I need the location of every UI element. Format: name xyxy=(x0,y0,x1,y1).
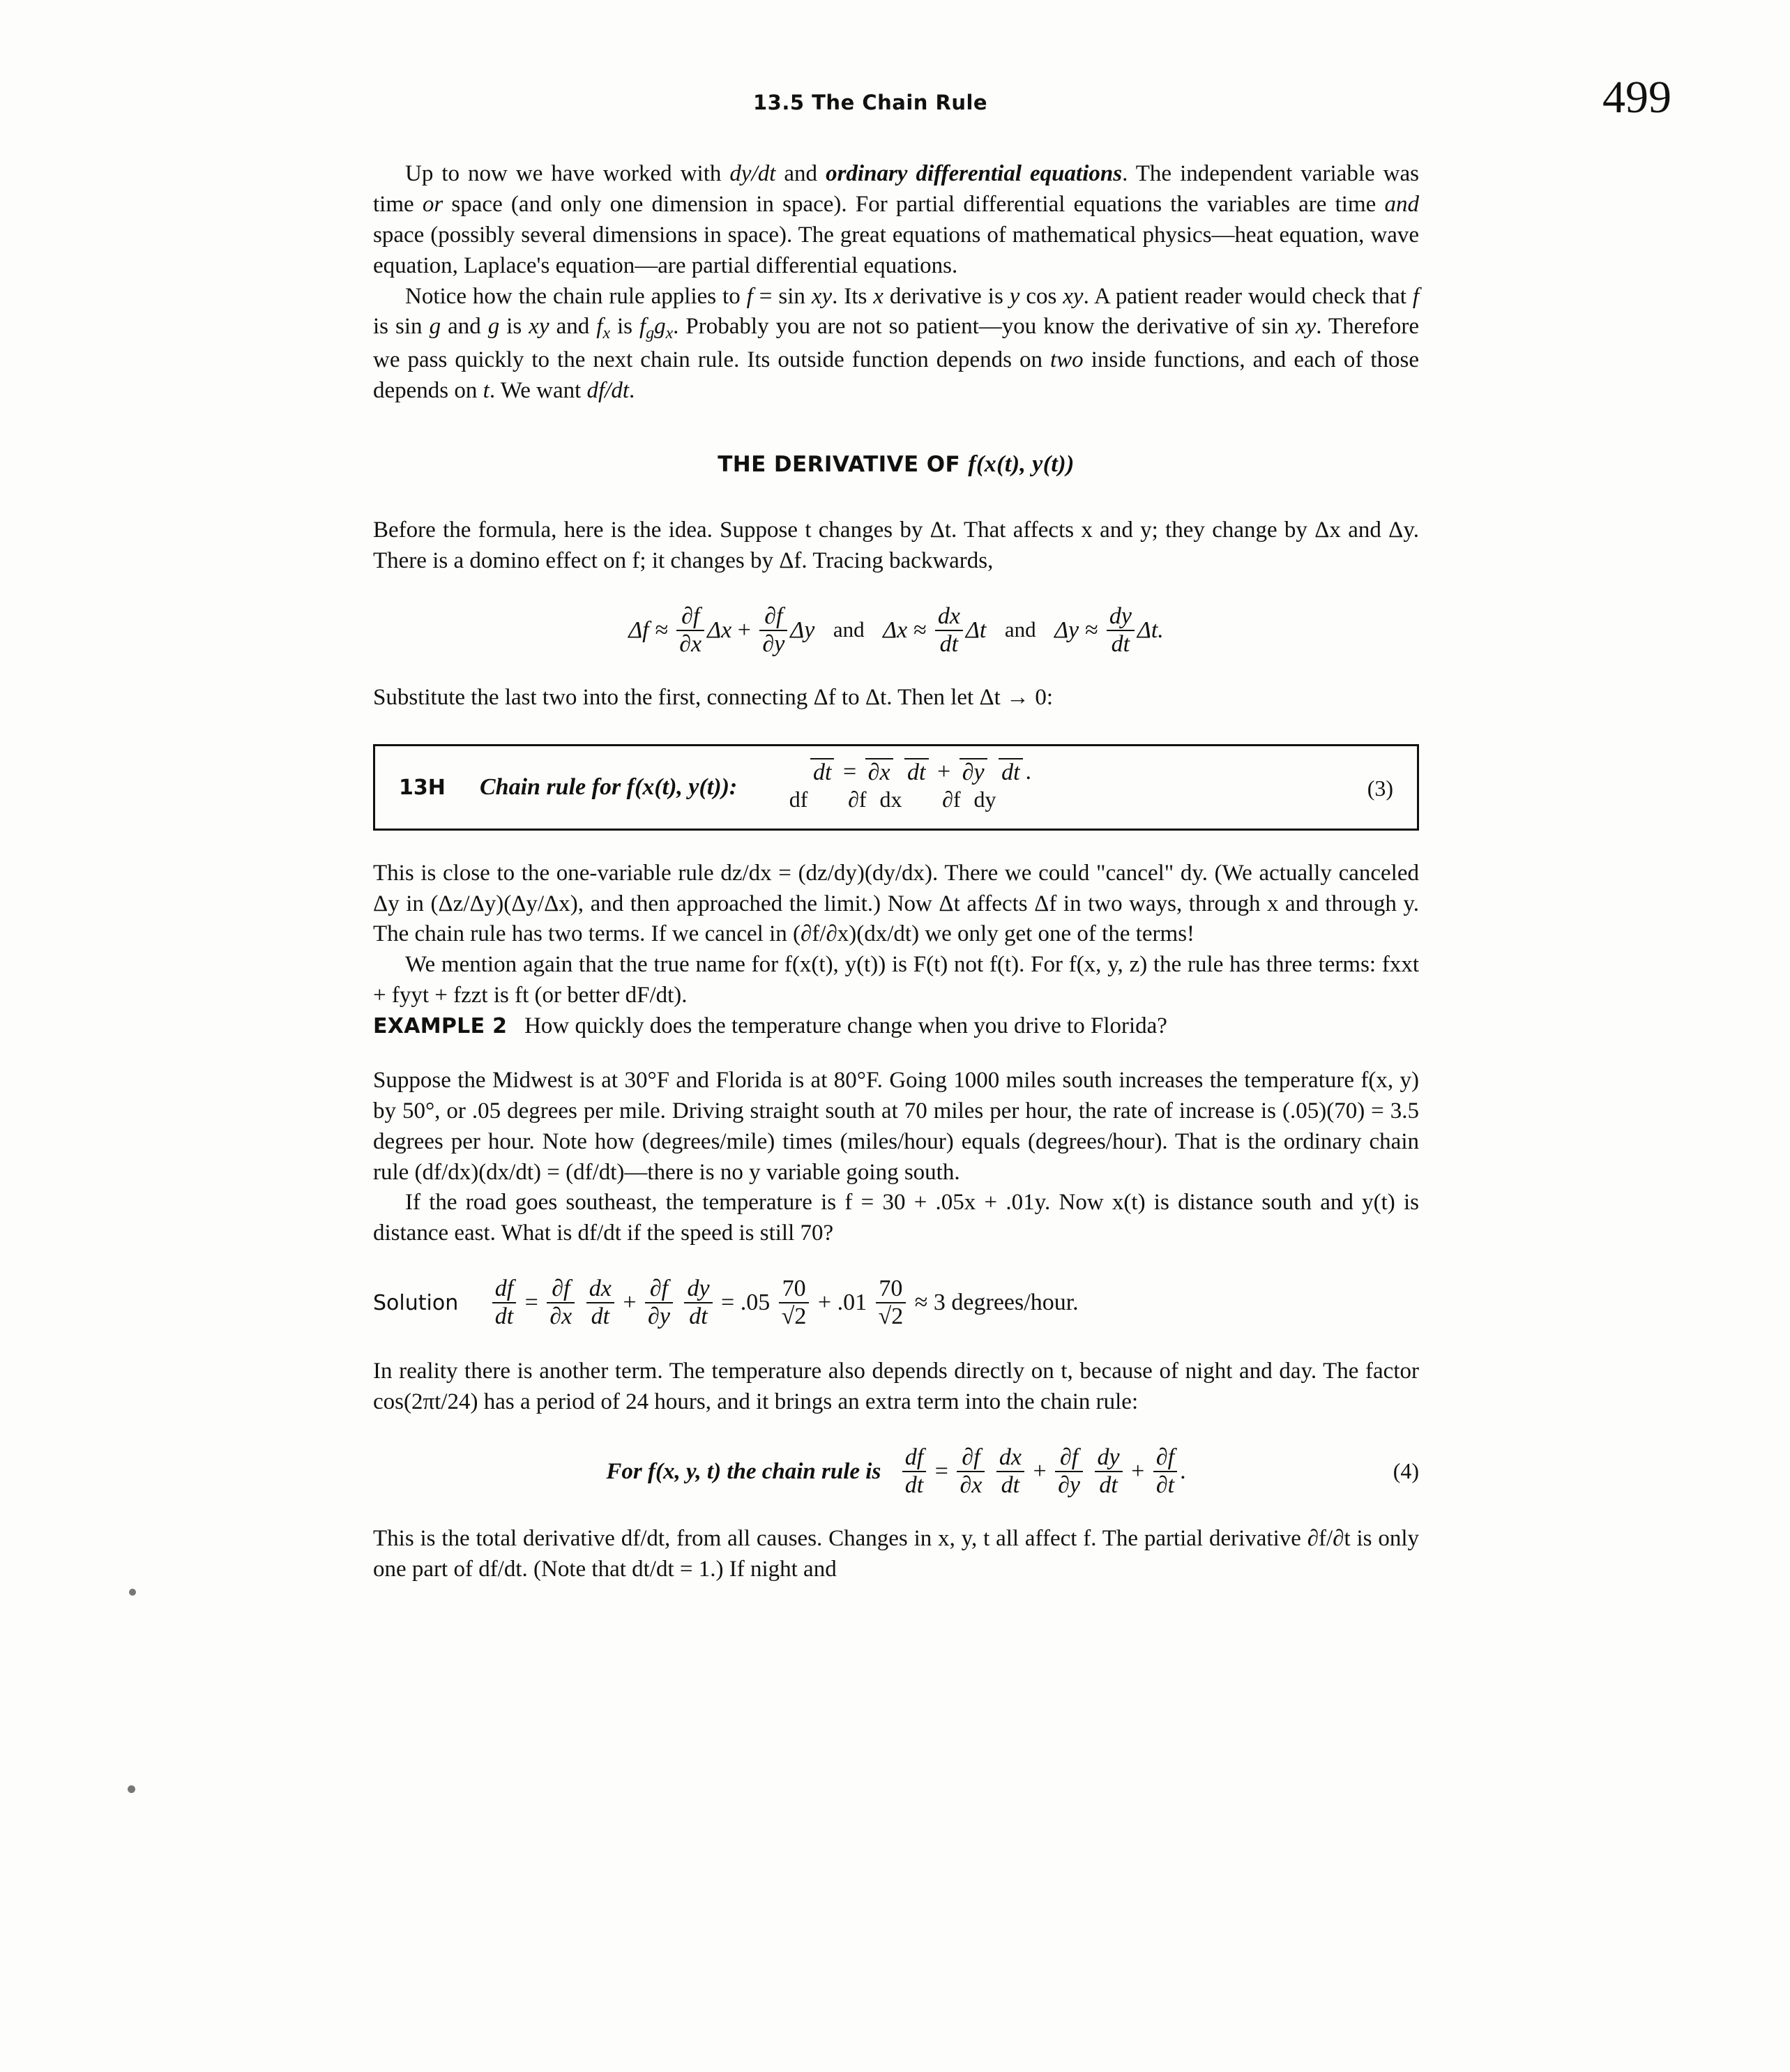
theorem-tag: 13H xyxy=(399,775,446,800)
text-run: ordinary differential equations xyxy=(826,161,1123,186)
equation-term: Δy xyxy=(790,617,815,643)
text-run: Up to now we have worked with xyxy=(405,161,730,186)
plus-sign: + xyxy=(817,1290,832,1315)
coefficient: .05 xyxy=(740,1290,771,1315)
text-run: x xyxy=(873,283,883,309)
paragraph-3: Before the formula, here is the idea. Suppose t changes by Δt. That affects x and y; they change by Δx and Δy. There is a domino effect on f; it changes by Δf. Tracing backwards, xyxy=(373,517,1419,573)
equals-sign: = xyxy=(524,1290,538,1315)
fraction-df-dx: $\frac{\partial f}{\partial x}$ xyxy=(676,603,704,658)
equation-lead-text: For f(x, y, t) the chain rule is xyxy=(606,1458,881,1484)
paragraph-2 xyxy=(373,282,1419,407)
equation-term: Δy ≈ xyxy=(1054,617,1098,643)
text-run-fx: $f_x$ xyxy=(596,314,610,343)
fraction-dy-dt: dy dt xyxy=(999,758,1022,786)
paragraph-7: Suppose the Midwest is at 30°F and Florida is at 80°F. Going 1000 miles south increases the temperature f(x, y) by 50°, or .05 degrees per mile. Driving straight south at 70 miles per hour, the rate of increase is (.05)(70) = 3.5 degrees per hour. Note how (degrees/mile) times (miles/hour) equals (degrees/hour). That is the ordinary chain rule (df/dx)(dx/dt) = (df/dt)—there is no y variable going south. xyxy=(373,1067,1419,1185)
period: . xyxy=(1180,1458,1186,1484)
fraction-pf-px: ∂f ∂x xyxy=(865,758,893,786)
fraction-dx-dt: dx dt xyxy=(904,758,928,786)
paragraph-4: Substitute the last two into the first, connecting Δf to Δt. Then let Δt → 0: xyxy=(373,684,1054,710)
text-run: is xyxy=(499,314,529,340)
equation-conjunction: and xyxy=(833,617,865,642)
fraction-dx-dt: $\frac{dx}{dt}$ xyxy=(996,1444,1024,1499)
fraction-dy-dt: $\frac{dy}{dt}$ xyxy=(684,1276,712,1330)
fraction-70-sqrt2: $\frac{70}{√2}$ xyxy=(779,1276,810,1330)
theorem-equation xyxy=(789,758,1032,812)
plus-sign: + xyxy=(1033,1458,1047,1484)
subsection-heading xyxy=(373,451,1419,478)
text-run: f xyxy=(1412,283,1419,309)
example-label: EXAMPLE 2 xyxy=(373,1014,508,1038)
text-run: Notice how the chain rule applies to xyxy=(405,283,747,309)
text-run: = sin xyxy=(752,283,812,309)
text-run: . We want xyxy=(489,377,587,403)
equation-number: (4) xyxy=(1393,1458,1419,1484)
text-run: derivative is xyxy=(883,283,1010,309)
text-run: cos xyxy=(1019,283,1063,309)
text-run: space (possibly several dimensions in space). The great equations of mathematical physics—heat equation, wave equation, Laplace's equation—are partial differential equations. xyxy=(373,222,1419,278)
example-heading xyxy=(373,1011,1419,1042)
equation-term: Δt xyxy=(965,617,987,643)
equation-tracing xyxy=(373,605,1419,659)
page-number: 499 xyxy=(1602,72,1671,123)
paragraph-5: This is close to the one-variable rule dz/dx = (dz/dy)(dy/dx). There we could "cancel" dy. (We actually canceled Δy in (Δz/Δy)(Δy/Δx), and then approached the limit.) Now Δt affects Δf in two ways, through x and through y. The chain rule has two terms. If we cancel in (∂f/∂x)(dx/dt) we only get one of the terms! xyxy=(373,860,1419,947)
text-run: g xyxy=(429,314,441,340)
paragraph-9: In reality there is another term. The temperature also depends directly on t, because of night and day. The factor cos(2πt/24) has a period of 24 hours, and it brings an extra term into the chain rule: xyxy=(373,1359,1419,1415)
text-run: or xyxy=(422,191,443,217)
coefficient: .01 xyxy=(837,1290,867,1315)
text-run: g xyxy=(487,314,500,340)
text-run-fggx: $f_gg_x$ xyxy=(639,314,674,343)
fraction-pf-pt: $\frac{\partial f}{\partial t}$ xyxy=(1153,1444,1177,1499)
heading-formula: f(x(t), y(t)) xyxy=(968,451,1075,477)
plus-sign: + xyxy=(1131,1458,1145,1484)
equals-sign: = xyxy=(934,1458,948,1484)
plus-sign: + xyxy=(937,758,951,785)
equation-lhs: Δf ≈ xyxy=(628,617,668,643)
text-run: is xyxy=(610,314,640,340)
equation-term: Δt. xyxy=(1137,617,1164,643)
paragraph-6: We mention again that the true name for f(x(t), y(t)) is F(t) not f(t). For f(x, y, z) the rule has three terms: fxxt + fyyt + fzzt is ft (or better dF/dt). xyxy=(373,952,1419,1008)
text-run: df/dt xyxy=(586,377,630,403)
text-run: xy xyxy=(1063,283,1084,309)
equals-sign: = xyxy=(842,758,857,785)
fraction-pf-px: $\frac{\partial f}{\partial x}$ xyxy=(547,1276,575,1330)
solution-equation xyxy=(373,1277,1419,1331)
text-run: xy xyxy=(529,314,549,340)
fraction-pf-py: ∂f ∂y xyxy=(960,758,987,786)
equation-term: Δx ≈ xyxy=(883,617,927,643)
equation-term: Δx xyxy=(707,617,732,643)
fraction-dx-dt: $\frac{dx}{dt}$ xyxy=(586,1276,614,1330)
plus-sign: + xyxy=(623,1290,637,1315)
fraction-dx-dt: $\frac{dx}{dt}$ xyxy=(935,603,963,658)
text-run: and xyxy=(441,314,488,340)
fraction-dy-dt: $\frac{dy}{dt}$ xyxy=(1095,1444,1123,1499)
solution-label: Solution xyxy=(373,1291,459,1315)
text-run: is sin xyxy=(373,314,430,340)
equation-conjunction: and xyxy=(1004,617,1036,642)
fraction-dy-dt: $\frac{dy}{dt}$ xyxy=(1107,603,1135,658)
margin-mark-upper xyxy=(129,1589,136,1596)
fraction-df-dy: $\frac{\partial f}{\partial y}$ xyxy=(759,603,787,658)
fraction-pf-px: $\frac{\partial f}{\partial x}$ xyxy=(957,1444,985,1499)
example-text: How quickly does the temperature change when you drive to Florida? xyxy=(524,1013,1167,1038)
equation-number: (3) xyxy=(1367,775,1393,801)
fraction-df-dt: df dt xyxy=(810,758,834,786)
text-run: . Therefore we pass quickly to the next chain rule. Its outside function depends on xyxy=(373,314,1419,373)
equation-4 xyxy=(373,1446,1419,1500)
text-run: . Its xyxy=(832,283,874,309)
period: . xyxy=(1025,758,1032,785)
body-column xyxy=(373,159,1419,1585)
heading-prefix: THE DERIVATIVE OF xyxy=(718,451,969,477)
text-run: dy/dt xyxy=(729,161,776,186)
text-run: y xyxy=(1009,283,1020,309)
theorem-box-13H xyxy=(373,744,1419,831)
text-run: inside functions, and each of those depends on xyxy=(373,347,1419,403)
fraction-pf-py: $\frac{\partial f}{\partial y}$ xyxy=(1055,1444,1083,1499)
fraction-70-sqrt2-b: $\frac{70}{√2}$ xyxy=(876,1276,907,1330)
text-run: xy xyxy=(1295,314,1317,340)
page-header xyxy=(0,72,1790,133)
text-run: space (and only one dimension in space). For partial differential equations the variables are time xyxy=(443,191,1385,217)
text-run: and xyxy=(1384,191,1420,217)
text-run: . A patient reader would check that xyxy=(1083,283,1413,309)
text-run: . xyxy=(629,377,635,403)
text-run: and xyxy=(775,161,826,186)
text-run: and xyxy=(549,314,597,340)
text-run: . The independent variable was time xyxy=(373,161,1419,217)
paragraph-8: If the road goes southeast, the temperature is f = 30 + .05x + .01y. Now x(t) is distance south and y(t) is distance east. What is df/dt if the speed is still 70? xyxy=(373,1190,1419,1246)
fraction-pf-py: $\frac{\partial f}{\partial y}$ xyxy=(645,1276,673,1330)
result: ≈ 3 degrees/hour. xyxy=(914,1290,1079,1315)
margin-mark-lower xyxy=(128,1785,135,1793)
fraction-df-dt: $\frac{df}{dt}$ xyxy=(492,1276,516,1330)
text-run: two xyxy=(1049,347,1084,373)
section-label: 13.5 The Chain Rule xyxy=(753,91,988,114)
paragraph-10: This is the total derivative df/dt, from all causes. Changes in x, y, t all affect f. The partial derivative ∂f/∂t is only one part of df/dt. (Note that dt/dt = 1.) If night and xyxy=(373,1526,1419,1582)
theorem-title: Chain rule for f(x(t), y(t)): xyxy=(480,773,738,800)
equation-operator: + xyxy=(737,617,751,643)
text-run: t xyxy=(483,377,490,403)
paragraph-1 xyxy=(373,159,1419,282)
fraction-df-dt: $\frac{df}{dt}$ xyxy=(902,1444,926,1499)
text-run: f xyxy=(746,283,753,309)
text-run: xy xyxy=(811,283,833,309)
text-run: . Probably you are not so patient—you know the derivative of sin xyxy=(673,314,1296,340)
equals-sign: = xyxy=(721,1290,735,1315)
